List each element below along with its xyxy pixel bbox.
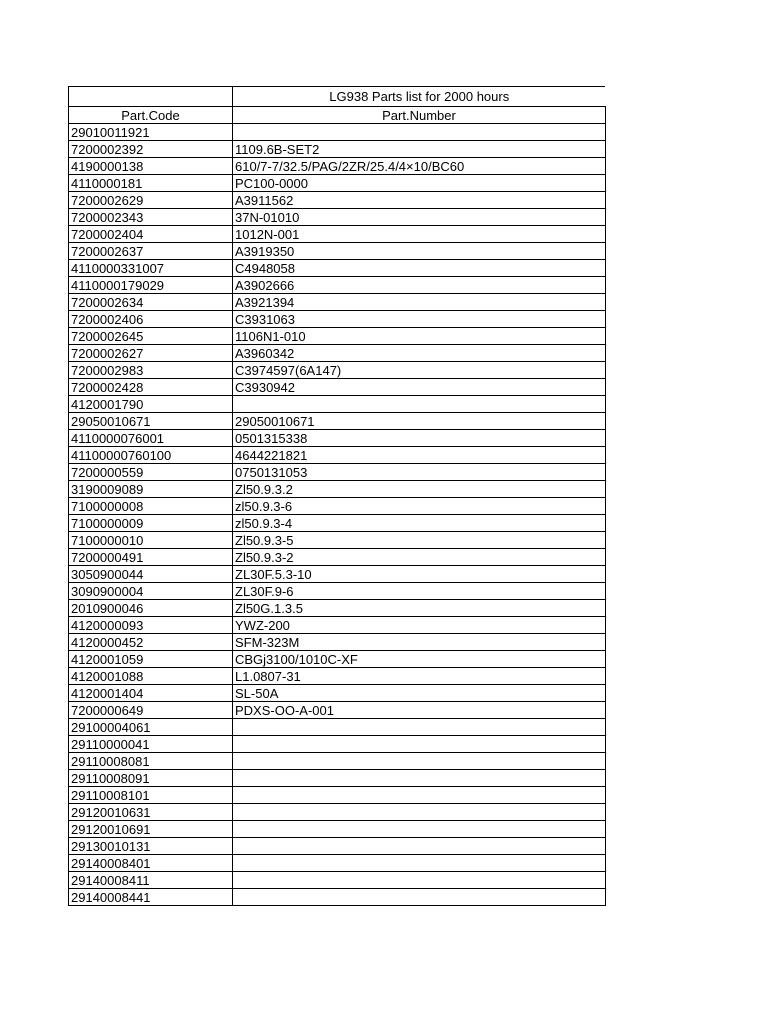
header-row (69, 107, 606, 124)
part-code-cell: 4120000093 (69, 617, 233, 634)
part-code-cell: 4190000138 (69, 158, 233, 175)
part-number-cell: 37N-01010 (233, 209, 606, 226)
table-row (69, 277, 606, 294)
part-code-cell: 4120000452 (69, 634, 233, 651)
table-row (69, 464, 606, 481)
part-number-cell: 29050010671 (233, 413, 606, 430)
table-row (69, 566, 606, 583)
part-number-cell (233, 124, 606, 141)
table-row (69, 379, 606, 396)
table-row (69, 396, 606, 413)
part-number-cell (233, 736, 606, 753)
table-row (69, 600, 606, 617)
part-code-cell: 7200002392 (69, 141, 233, 158)
part-number-cell (233, 770, 606, 787)
table-row (69, 124, 606, 141)
table-row (69, 498, 606, 515)
part-code-cell: 29130010131 (69, 838, 233, 855)
table-row (69, 702, 606, 719)
part-code-cell: 41100000760100 (69, 447, 233, 464)
part-number-cell: Zl50G.1.3.5 (233, 600, 606, 617)
part-number-cell: A3919350 (233, 243, 606, 260)
table-row (69, 294, 606, 311)
part-number-cell: C3931063 (233, 311, 606, 328)
part-number-cell: 610/7-7/32.5/PAG/2ZR/25.4/4×10/BC60 (233, 158, 606, 175)
table-row (69, 362, 606, 379)
part-number-cell: CBGj3100/1010C-XF (233, 651, 606, 668)
table-row (69, 855, 606, 872)
part-code-cell: 29110000041 (69, 736, 233, 753)
table-row (69, 821, 606, 838)
part-number-cell: zl50.9.3-6 (233, 498, 606, 515)
part-number-cell: 0750131053 (233, 464, 606, 481)
part-code-cell: 4120001790 (69, 396, 233, 413)
part-number-cell: ZL30F.9-6 (233, 583, 606, 600)
table-row (69, 158, 606, 175)
part-code-cell: 3190009089 (69, 481, 233, 498)
part-code-cell: 7200002428 (69, 379, 233, 396)
part-code-cell: 29050010671 (69, 413, 233, 430)
column-header-part-number: Part.Number (233, 107, 606, 124)
table-row (69, 447, 606, 464)
table-row (69, 481, 606, 498)
table-row (69, 192, 606, 209)
table-row (69, 838, 606, 855)
part-code-cell: 29110008091 (69, 770, 233, 787)
part-number-cell (233, 889, 606, 906)
part-code-cell: 7200002406 (69, 311, 233, 328)
title-row (69, 87, 606, 107)
part-number-cell: L1.0807-31 (233, 668, 606, 685)
column-header-part-code: Part.Code (69, 107, 233, 124)
part-code-cell: 2010900046 (69, 600, 233, 617)
table-row (69, 889, 606, 906)
table-row (69, 209, 606, 226)
part-code-cell: 29110008081 (69, 753, 233, 770)
table-row (69, 413, 606, 430)
part-number-cell: 1109.6B-SET2 (233, 141, 606, 158)
part-number-cell: Zl50.9.3-2 (233, 549, 606, 566)
table-row (69, 787, 606, 804)
part-code-cell: 4120001404 (69, 685, 233, 702)
part-number-cell: Zl50.9.3-5 (233, 532, 606, 549)
part-number-cell: 1106N1-010 (233, 328, 606, 345)
part-code-cell: 4110000331007 (69, 260, 233, 277)
part-number-cell (233, 855, 606, 872)
part-code-cell: 4110000076001 (69, 430, 233, 447)
part-number-cell: 1012N-001 (233, 226, 606, 243)
part-code-cell: 29140008401 (69, 855, 233, 872)
parts-table (68, 87, 606, 906)
part-number-cell: 0501315338 (233, 430, 606, 447)
part-code-cell: 29120010691 (69, 821, 233, 838)
table-row (69, 804, 606, 821)
part-code-cell: 7200002629 (69, 192, 233, 209)
part-code-cell: 7200000559 (69, 464, 233, 481)
part-code-cell: 4120001088 (69, 668, 233, 685)
part-number-cell: SL-50A (233, 685, 606, 702)
table-row (69, 651, 606, 668)
part-code-cell: 4110000181 (69, 175, 233, 192)
part-number-cell: A3960342 (233, 345, 606, 362)
table-row (69, 668, 606, 685)
table-row (69, 872, 606, 889)
part-number-cell (233, 787, 606, 804)
sheet-title: LG938 Parts list for 2000 hours (233, 87, 606, 107)
part-code-cell: 7200002404 (69, 226, 233, 243)
part-number-cell: A3911562 (233, 192, 606, 209)
part-code-cell: 29140008441 (69, 889, 233, 906)
part-number-cell: C3930942 (233, 379, 606, 396)
part-number-cell (233, 838, 606, 855)
parts-table-body (69, 87, 606, 906)
part-number-cell: YWZ-200 (233, 617, 606, 634)
part-number-cell (233, 872, 606, 889)
table-row (69, 260, 606, 277)
table-row (69, 736, 606, 753)
part-code-cell: 4110000179029 (69, 277, 233, 294)
part-code-cell: 29100004061 (69, 719, 233, 736)
table-row (69, 345, 606, 362)
part-code-cell: 29010011921 (69, 124, 233, 141)
part-number-cell (233, 396, 606, 413)
table-row (69, 243, 606, 260)
table-row (69, 583, 606, 600)
part-number-cell: C3974597(6A147) (233, 362, 606, 379)
part-code-cell: 7100000010 (69, 532, 233, 549)
table-row (69, 532, 606, 549)
part-number-cell: PDXS-OO-A-001 (233, 702, 606, 719)
part-number-cell (233, 753, 606, 770)
part-number-cell (233, 821, 606, 838)
part-number-cell: A3902666 (233, 277, 606, 294)
table-row (69, 770, 606, 787)
table-row (69, 226, 606, 243)
part-number-cell: Zl50.9.3.2 (233, 481, 606, 498)
part-code-cell: 7200002634 (69, 294, 233, 311)
table-row (69, 515, 606, 532)
part-code-cell: 7200002343 (69, 209, 233, 226)
table-row (69, 430, 606, 447)
part-code-cell: 29110008101 (69, 787, 233, 804)
part-code-cell: 7200000491 (69, 549, 233, 566)
part-number-cell: 4644221821 (233, 447, 606, 464)
table-row (69, 141, 606, 158)
title-cell-blank (69, 87, 233, 107)
part-code-cell: 3050900044 (69, 566, 233, 583)
part-code-cell: 7200002983 (69, 362, 233, 379)
part-number-cell: zl50.9.3-4 (233, 515, 606, 532)
table-row (69, 311, 606, 328)
part-number-cell: SFM-323M (233, 634, 606, 651)
part-number-cell: ZL30F.5.3-10 (233, 566, 606, 583)
part-code-cell: 7100000008 (69, 498, 233, 515)
table-row (69, 719, 606, 736)
table-row (69, 175, 606, 192)
part-code-cell: 7200000649 (69, 702, 233, 719)
part-code-cell: 7200002627 (69, 345, 233, 362)
part-code-cell: 7100000009 (69, 515, 233, 532)
table-row (69, 634, 606, 651)
part-code-cell: 29140008411 (69, 872, 233, 889)
table-row (69, 617, 606, 634)
part-number-cell: A3921394 (233, 294, 606, 311)
part-number-cell: C4948058 (233, 260, 606, 277)
part-code-cell: 29120010631 (69, 804, 233, 821)
part-code-cell: 7200002637 (69, 243, 233, 260)
table-row (69, 549, 606, 566)
part-number-cell: PC100-0000 (233, 175, 606, 192)
table-row (69, 328, 606, 345)
part-code-cell: 7200002645 (69, 328, 233, 345)
part-code-cell: 3090900004 (69, 583, 233, 600)
table-row (69, 685, 606, 702)
part-number-cell (233, 804, 606, 821)
table-row (69, 753, 606, 770)
part-number-cell (233, 719, 606, 736)
part-code-cell: 4120001059 (69, 651, 233, 668)
